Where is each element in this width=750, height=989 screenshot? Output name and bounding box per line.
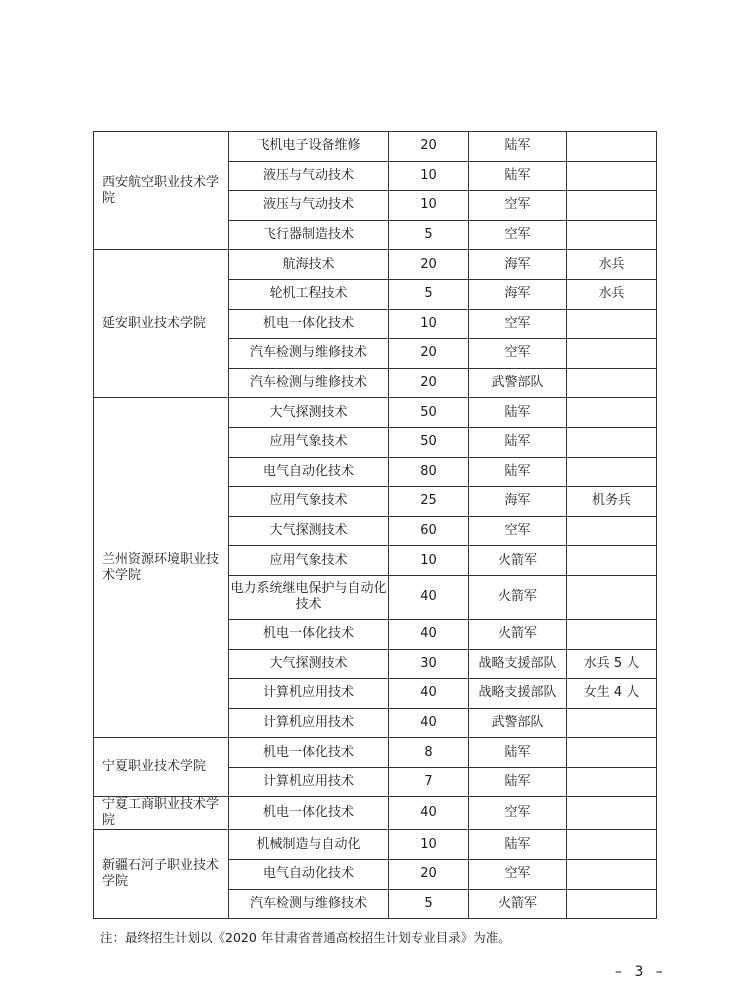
- count-cell: 20: [389, 132, 469, 162]
- branch-cell: 火箭军: [469, 619, 567, 649]
- major-cell: 飞机电子设备维修: [229, 132, 389, 162]
- footnote: 注：最终招生计划以《2020 年甘肃省普通高校招生计划专业目录》为准。: [100, 930, 511, 945]
- major-cell: 飞行器制造技术: [229, 220, 389, 250]
- count-cell: 20: [389, 368, 469, 398]
- major-cell: 应用气象技术: [229, 427, 389, 457]
- major-cell: 电气自动化技术: [229, 860, 389, 890]
- remark-cell: [567, 161, 657, 191]
- branch-cell: 海军: [469, 279, 567, 309]
- table-row: [94, 398, 657, 428]
- enrollment-plan-table: [93, 131, 657, 919]
- count-cell: 40: [389, 679, 469, 709]
- remark-cell: [567, 546, 657, 576]
- remark-cell: [567, 427, 657, 457]
- branch-cell: 空军: [469, 860, 567, 890]
- count-cell: 20: [389, 339, 469, 369]
- major-cell: 机电一体化技术: [229, 797, 389, 830]
- count-cell: 10: [389, 830, 469, 860]
- remark-cell: [567, 619, 657, 649]
- remark-cell: 水兵 5 人: [567, 649, 657, 679]
- major-cell: 液压与气动技术: [229, 191, 389, 221]
- remark-cell: [567, 889, 657, 919]
- remark-cell: [567, 830, 657, 860]
- remark-cell: [567, 516, 657, 546]
- major-cell: 汽车检测与维修技术: [229, 339, 389, 369]
- count-cell: 40: [389, 575, 469, 619]
- branch-cell: 火箭军: [469, 546, 567, 576]
- major-cell: 电力系统继电保护与自动化技术: [229, 575, 389, 619]
- school-name-cell: 宁夏工商职业技术学院: [94, 797, 229, 830]
- count-cell: 40: [389, 797, 469, 830]
- count-cell: 40: [389, 619, 469, 649]
- count-cell: 10: [389, 191, 469, 221]
- remark-cell: [567, 797, 657, 830]
- count-cell: 10: [389, 309, 469, 339]
- major-cell: 计算机应用技术: [229, 708, 389, 738]
- count-cell: 80: [389, 457, 469, 487]
- count-cell: 25: [389, 487, 469, 517]
- branch-cell: 空军: [469, 191, 567, 221]
- remark-cell: 女生 4 人: [567, 679, 657, 709]
- major-cell: 大气探测技术: [229, 649, 389, 679]
- remark-cell: 机务兵: [567, 487, 657, 517]
- count-cell: 50: [389, 398, 469, 428]
- remark-cell: [567, 767, 657, 797]
- count-cell: 40: [389, 708, 469, 738]
- remark-cell: [567, 339, 657, 369]
- table-row: [94, 738, 657, 768]
- count-cell: 5: [389, 889, 469, 919]
- branch-cell: 空军: [469, 797, 567, 830]
- branch-cell: 火箭军: [469, 575, 567, 619]
- remark-cell: [567, 132, 657, 162]
- remark-cell: [567, 191, 657, 221]
- major-cell: 机电一体化技术: [229, 619, 389, 649]
- table-row: [94, 250, 657, 280]
- branch-cell: 空军: [469, 220, 567, 250]
- school-name-cell: 延安职业技术学院: [94, 250, 229, 398]
- count-cell: 20: [389, 250, 469, 280]
- major-cell: 机电一体化技术: [229, 738, 389, 768]
- major-cell: 机械制造与自动化: [229, 830, 389, 860]
- table-row: [94, 830, 657, 860]
- branch-cell: 陆军: [469, 427, 567, 457]
- remark-cell: 水兵: [567, 250, 657, 280]
- remark-cell: [567, 309, 657, 339]
- major-cell: 液压与气动技术: [229, 161, 389, 191]
- branch-cell: 空军: [469, 309, 567, 339]
- count-cell: 5: [389, 220, 469, 250]
- school-name-cell: 兰州资源环境职业技术学院: [94, 398, 229, 738]
- branch-cell: 空军: [469, 339, 567, 369]
- count-cell: 8: [389, 738, 469, 768]
- major-cell: 轮机工程技术: [229, 279, 389, 309]
- remark-cell: [567, 575, 657, 619]
- count-cell: 30: [389, 649, 469, 679]
- branch-cell: 陆军: [469, 457, 567, 487]
- branch-cell: 陆军: [469, 738, 567, 768]
- remark-cell: [567, 398, 657, 428]
- major-cell: 电气自动化技术: [229, 457, 389, 487]
- remark-cell: [567, 738, 657, 768]
- major-cell: 应用气象技术: [229, 487, 389, 517]
- major-cell: 大气探测技术: [229, 398, 389, 428]
- major-cell: 计算机应用技术: [229, 679, 389, 709]
- major-cell: 机电一体化技术: [229, 309, 389, 339]
- branch-cell: 海军: [469, 250, 567, 280]
- branch-cell: 战略支援部队: [469, 649, 567, 679]
- major-cell: 计算机应用技术: [229, 767, 389, 797]
- count-cell: 20: [389, 860, 469, 890]
- branch-cell: 陆军: [469, 161, 567, 191]
- major-cell: 航海技术: [229, 250, 389, 280]
- branch-cell: 陆军: [469, 767, 567, 797]
- school-name-cell: 宁夏职业技术学院: [94, 738, 229, 797]
- count-cell: 60: [389, 516, 469, 546]
- table-body: [94, 132, 657, 919]
- school-name-cell: 新疆石河子职业技术学院: [94, 830, 229, 919]
- branch-cell: 武警部队: [469, 708, 567, 738]
- remark-cell: 水兵: [567, 279, 657, 309]
- remark-cell: [567, 860, 657, 890]
- table-row: [94, 132, 657, 162]
- remark-cell: [567, 368, 657, 398]
- branch-cell: 陆军: [469, 830, 567, 860]
- branch-cell: 陆军: [469, 398, 567, 428]
- count-cell: 10: [389, 161, 469, 191]
- branch-cell: 武警部队: [469, 368, 567, 398]
- page-number: – 3 –: [615, 964, 667, 980]
- major-cell: 汽车检测与维修技术: [229, 368, 389, 398]
- branch-cell: 空军: [469, 516, 567, 546]
- count-cell: 50: [389, 427, 469, 457]
- branch-cell: 海军: [469, 487, 567, 517]
- branch-cell: 陆军: [469, 132, 567, 162]
- count-cell: 10: [389, 546, 469, 576]
- major-cell: 大气探测技术: [229, 516, 389, 546]
- remark-cell: [567, 220, 657, 250]
- major-cell: 应用气象技术: [229, 546, 389, 576]
- remark-cell: [567, 457, 657, 487]
- major-cell: 汽车检测与维修技术: [229, 889, 389, 919]
- table-row: [94, 797, 657, 830]
- count-cell: 7: [389, 767, 469, 797]
- branch-cell: 火箭军: [469, 889, 567, 919]
- school-name-cell: 西安航空职业技术学院: [94, 132, 229, 250]
- branch-cell: 战略支援部队: [469, 679, 567, 709]
- count-cell: 5: [389, 279, 469, 309]
- remark-cell: [567, 708, 657, 738]
